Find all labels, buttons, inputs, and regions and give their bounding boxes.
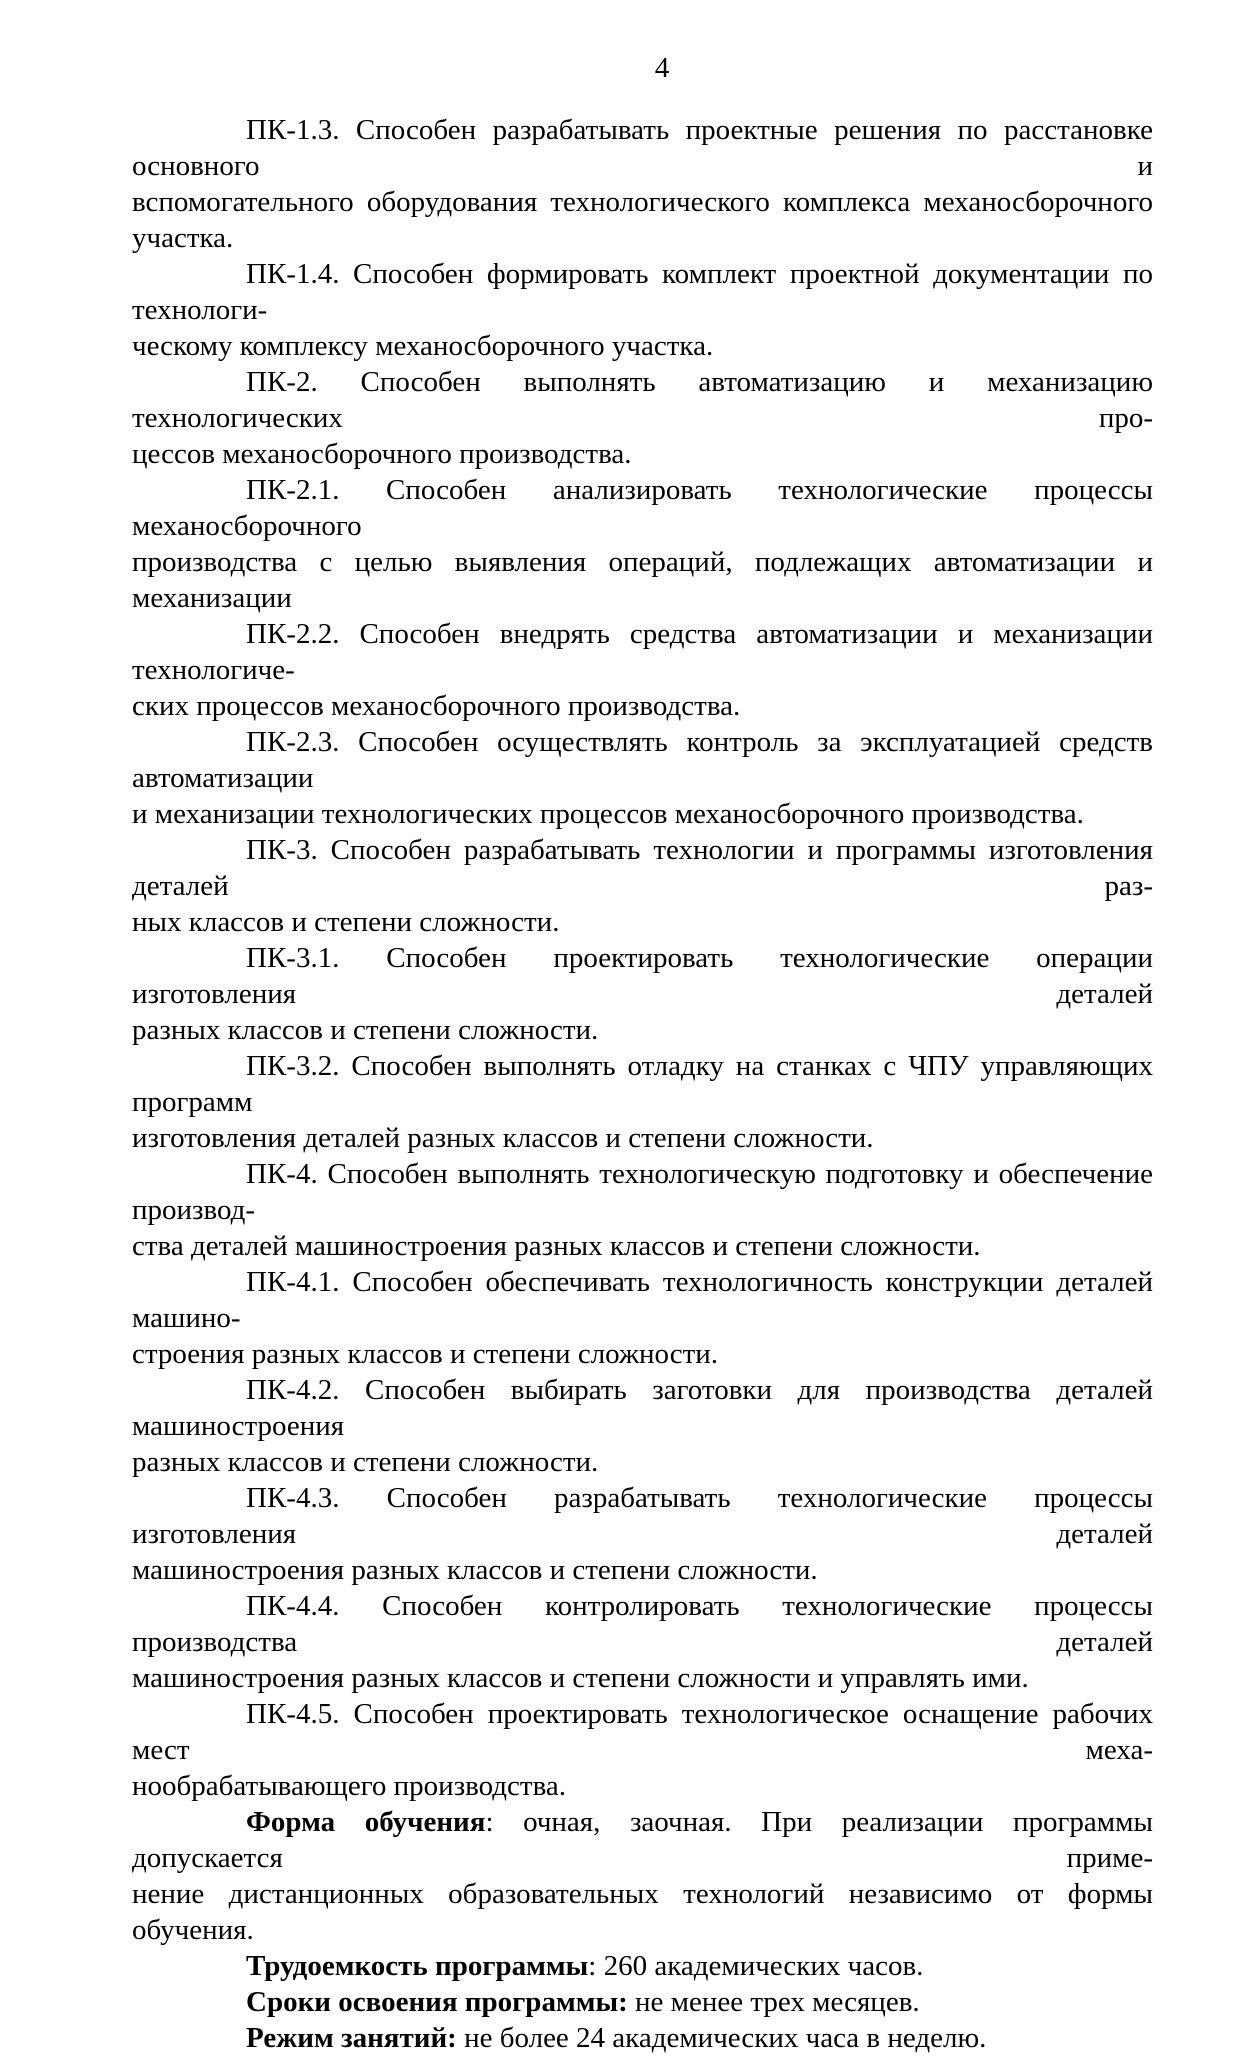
text-segment: : 260 академических часов. bbox=[588, 1950, 924, 1982]
paragraph bbox=[132, 616, 1153, 724]
text-line: нообрабатывающего производства. bbox=[132, 1770, 567, 1802]
text-line: цессов механосборочного производства. bbox=[132, 438, 632, 470]
paragraph bbox=[132, 1048, 1153, 1156]
text-line: изготовления деталей разных классов и степени сложности. bbox=[132, 1122, 874, 1154]
text-line: ПК-2.3. Способен осуществлять контроль за эксплуатацией средств автоматизации bbox=[132, 726, 1153, 794]
bold-lead-text: Форма обучения bbox=[246, 1806, 486, 1838]
text-line: ПК-3. Способен разрабатывать технологии и программы изготовления деталей раз- bbox=[132, 834, 1153, 902]
text-line: ПК-2.1. Способен анализировать технологические процессы механосборочного bbox=[132, 474, 1153, 542]
text-segment: : очная, заочная. При реализации программы допускается приме- bbox=[132, 1806, 1153, 1874]
text-line: разных классов и степени сложности. bbox=[132, 1446, 599, 1478]
paragraph bbox=[132, 364, 1153, 472]
text-line: ПК-4.2. Способен выбирать заготовки для производства деталей машиностроения bbox=[132, 1374, 1153, 1442]
paragraph bbox=[132, 724, 1153, 832]
text-line: ПК-1.4. Способен формировать комплект проектной документации по технологи- bbox=[132, 258, 1153, 326]
paragraph bbox=[132, 1948, 1153, 1984]
paragraph bbox=[132, 1372, 1153, 1480]
document-body bbox=[132, 112, 1153, 2056]
page-number: 4 bbox=[654, 52, 670, 84]
text-line: ПК-3.2. Способен выполнять отладку на станках с ЧПУ управляющих программ bbox=[132, 1050, 1153, 1118]
text-line: ПК-2.2. Способен внедрять средства автоматизации и механизации технологиче- bbox=[132, 618, 1153, 686]
text-line: машиностроения разных классов и степени сложности и управлять ими. bbox=[132, 1662, 1029, 1694]
text-line: нение дистанционных образовательных технологий независимо от формы обучения. bbox=[132, 1878, 1153, 1946]
text-line: ных классов и степени сложности. bbox=[132, 906, 560, 938]
text-line: строения разных классов и степени сложности. bbox=[132, 1338, 719, 1370]
paragraph bbox=[132, 1696, 1153, 1804]
bold-lead-text: Сроки освоения программы: bbox=[246, 1986, 628, 2018]
text-line: разных классов и степени сложности. bbox=[132, 1014, 599, 1046]
text-line: и механизации технологических процессов механосборочного производства. bbox=[132, 798, 1084, 830]
text-line: машиностроения разных классов и степени сложности. bbox=[132, 1554, 818, 1586]
text-line: производства с целью выявления операций, подлежащих автоматизации и механизации bbox=[132, 546, 1153, 614]
text-line bbox=[132, 1984, 1153, 2020]
text-line: ПК-4.1. Способен обеспечивать технологичность конструкции деталей машино- bbox=[132, 1266, 1153, 1334]
text-line: ПК-4.3. Способен разрабатывать технологические процессы изготовления деталей bbox=[132, 1482, 1153, 1550]
bold-lead-text: Трудоемкость программы bbox=[246, 1950, 589, 1982]
paragraph bbox=[132, 1804, 1153, 1948]
text-segment: не менее трех месяцев. bbox=[627, 1986, 920, 2018]
paragraph bbox=[132, 1156, 1153, 1264]
text-line: ПК-2. Способен выполнять автоматизацию и механизацию технологических про- bbox=[132, 366, 1153, 434]
paragraph bbox=[132, 472, 1153, 616]
text-line bbox=[132, 1948, 1153, 1984]
text-line bbox=[132, 1804, 1153, 1876]
text-line: ческому комплексу механосборочного участка. bbox=[132, 330, 714, 362]
text-segment: не более 24 академических часа в неделю. bbox=[456, 2022, 987, 2054]
paragraph bbox=[132, 2020, 1153, 2056]
text-line: ПК-4.5. Способен проектировать технологическое оснащение рабочих мест меха- bbox=[132, 1698, 1153, 1766]
text-line: ства деталей машиностроения разных классов и степени сложности. bbox=[132, 1230, 981, 1262]
text-line: ПК-4.4. Способен контролировать технологические процессы производства деталей bbox=[132, 1590, 1153, 1658]
paragraph bbox=[132, 1984, 1153, 2020]
text-line: ских процессов механосборочного производства. bbox=[132, 690, 741, 722]
paragraph bbox=[132, 1480, 1153, 1588]
text-line: ПК-4. Способен выполнять технологическую подготовку и обеспечение производ- bbox=[132, 1158, 1153, 1226]
text-line: ПК-3.1. Способен проектировать технологические операции изготовления деталей bbox=[132, 942, 1153, 1010]
bold-lead-text: Режим занятий: bbox=[246, 2022, 457, 2054]
text-line: вспомогательного оборудования технологического комплекса механосборочного участка. bbox=[132, 186, 1153, 254]
paragraph bbox=[132, 256, 1153, 364]
paragraph bbox=[132, 112, 1153, 256]
text-line: ПК-1.3. Способен разрабатывать проектные решения по расстановке основного и bbox=[132, 114, 1153, 182]
paragraph bbox=[132, 940, 1153, 1048]
paragraph bbox=[132, 1264, 1153, 1372]
paragraph bbox=[132, 1588, 1153, 1696]
text-line bbox=[132, 2020, 1153, 2056]
paragraph bbox=[132, 832, 1153, 940]
